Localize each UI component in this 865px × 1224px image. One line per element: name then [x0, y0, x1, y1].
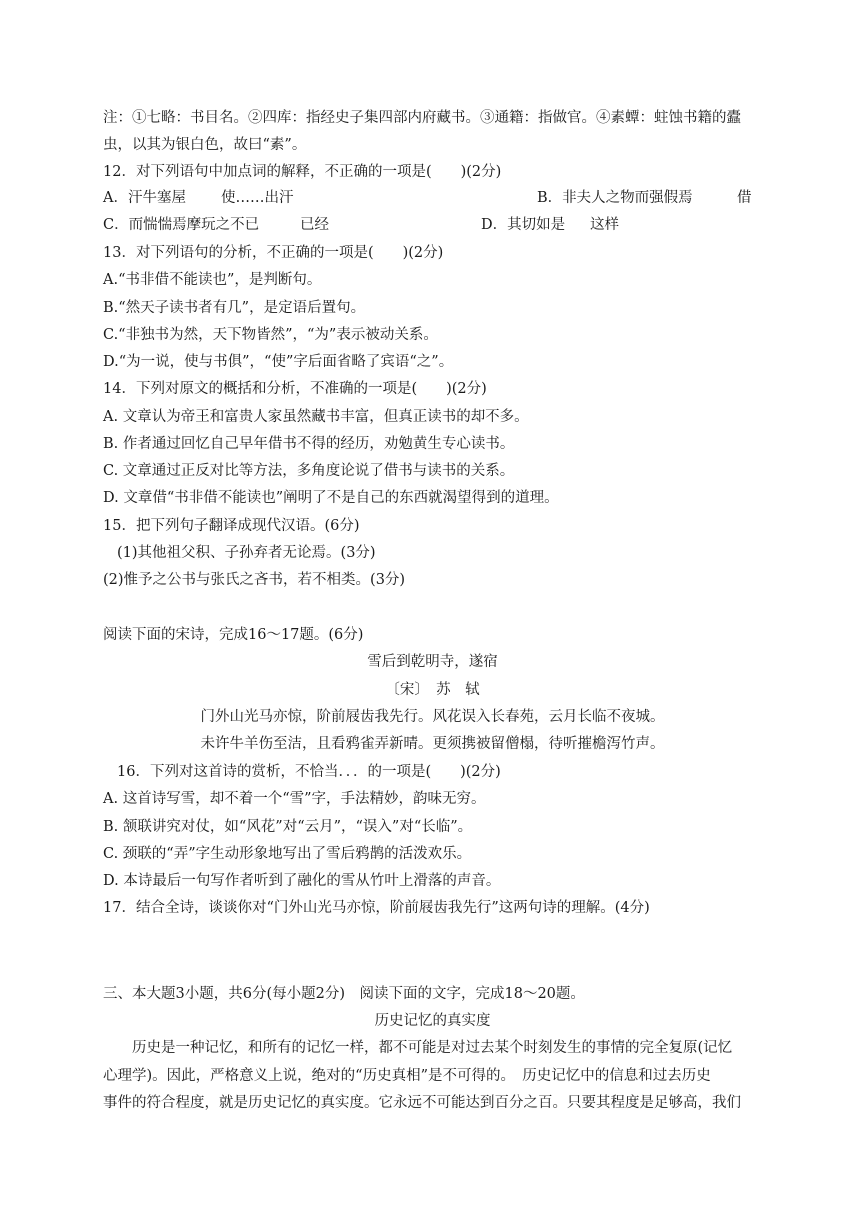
- poem-title: 雪后到乾明寺，遂宿: [367, 654, 498, 670]
- option-d-gloss: 这样: [590, 217, 619, 233]
- question-15-stem: 15．把下列句子翻译成现代汉语。(6分): [103, 518, 360, 534]
- option-a-gloss: 使……出汗: [221, 190, 294, 206]
- question-13-stem: 13．对下列语句的分析，不正确的一项是( )(2分): [103, 245, 444, 261]
- poem-line-2: 未许牛羊伤至洁，且看鸦雀弄新晴。更须携被留僧榻，待听摧檐泻竹声。: [200, 736, 665, 752]
- option-c-sentence: C．而惴惴焉摩玩之不已: [103, 217, 260, 233]
- question-16-option-b: B. 颔联讲究对仗，如“风花”对“云月”，“误入”对“长临”。: [103, 819, 473, 835]
- question-14-option-c: C. 文章通过正反对比等方法，多角度论说了借书与读书的关系。: [103, 463, 515, 479]
- question-15-sentence-2: (2)惟予之公书与张氏之吝书，若不相类。(3分): [103, 572, 406, 588]
- option-a-sentence: A．汗牛塞屋: [103, 190, 186, 206]
- option-b-sentence: B．非夫人之物而强假焉: [537, 190, 693, 206]
- question-14-option-d: D. 文章借“书非借不能读也”阐明了不是自己的东西就渴望得到的道理。: [103, 490, 559, 506]
- question-14-option-b: B. 作者通过回忆自己早年借书不得的经历，劝勉黄生专心读书。: [103, 436, 515, 452]
- option-b-gloss: 借: [737, 190, 752, 206]
- question-15-sentence-1: (1)其他祖父积、子孙弃者无论焉。(3分): [117, 545, 376, 561]
- question-14-option-a: A. 文章认为帝王和富贵人家虽然藏书丰富，但真正读书的却不多。: [103, 409, 529, 425]
- section-3-heading: 三、本大题3小题，共6分(每小题2分) 阅读下面的文字，完成18～20题。: [103, 986, 585, 1002]
- option-d-sentence: D．其切如是: [481, 217, 566, 233]
- poem-author: 〔宋〕 苏 轼: [385, 682, 480, 698]
- article-paragraph-line-2: 心理学)。因此，严格意义上说，绝对的“历史真相”是不可得的。 历史记忆中的信息和过去历史: [103, 1068, 711, 1084]
- question-12-options-ab: [103, 188, 763, 208]
- question-13-option-b: B.“然天子读书者有几”，是定语后置句。: [103, 300, 366, 316]
- question-13-option-d: D.“为一说，使与书俱”，“使”字后面省略了宾语“之”。: [103, 354, 454, 370]
- article-paragraph-line-3: 事件的符合程度，就是历史记忆的真实度。它永远不可能达到百分之百。只要其程度是足够高，我们: [103, 1095, 741, 1111]
- option-c-gloss: 已经: [300, 217, 329, 233]
- question-16-stem: 16．下列对这首诗的赏析，不恰当．．．的一项是( )(2分): [117, 764, 501, 780]
- footnote-line-1: 注：①七略：书目名。②四库：指经史子集四部内府藏书。③通籍：指做官。④素蟫：蛀蚀书籍的蠹: [103, 110, 741, 126]
- question-12-options-cd: [103, 215, 763, 235]
- question-14-stem: 14．下列对原文的概括和分析，不准确的一项是( )(2分): [103, 381, 487, 397]
- footnote-line-2: 虫，以其为银白色，故曰“素”。: [103, 137, 307, 153]
- question-13-option-c: C.“非独书为然，天下物皆然”，“为”表示被动关系。: [103, 327, 438, 343]
- question-16-option-a: A. 这首诗写雪，却不着一个“雪”字，手法精妙，韵味无穷。: [103, 791, 486, 807]
- question-13-option-a: A.“书非借不能读也”，是判断句。: [103, 272, 322, 288]
- poem-line-1: 门外山光马亦惊，阶前屐齿我先行。风花误入长春苑，云月长临不夜城。: [200, 709, 665, 725]
- question-16-option-d: D. 本诗最后一句写作者听到了融化的雪从竹叶上滑落的声音。: [103, 873, 501, 889]
- poem-intro: 阅读下面的宋诗，完成16～17题。(6分): [103, 627, 364, 643]
- article-title: 历史记忆的真实度: [374, 1013, 491, 1029]
- question-12-stem: 12．对下列语句中加点词的解释，不正确的一项是( )(2分): [103, 164, 502, 180]
- article-paragraph-line-1: 历史是一种记忆，和所有的记忆一样，都不可能是对过去某个时刻发生的事情的完全复原(记忆: [103, 1040, 733, 1056]
- question-17-stem: 17．结合全诗，谈谈你对“门外山光马亦惊，阶前屐齿我先行”这两句诗的理解。(4分): [103, 900, 650, 916]
- question-16-option-c: C. 颈联的“弄”字生动形象地写出了雪后鸦鹊的活泼欢乐。: [103, 846, 472, 862]
